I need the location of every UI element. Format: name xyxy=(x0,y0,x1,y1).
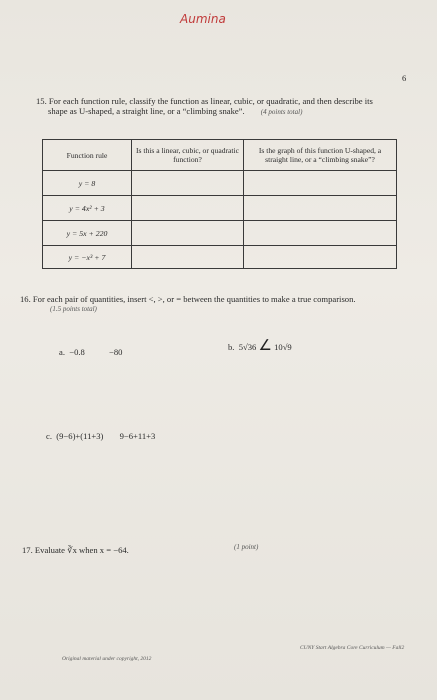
function-cell: y = 8 xyxy=(43,171,132,196)
footer-curriculum: CUNY Start Algebra Core Curriculum — Fall2 xyxy=(300,645,405,651)
footer-copyright: Original material under copyright, 2012 xyxy=(62,656,152,662)
table-row xyxy=(43,246,397,269)
q16-text: 16. For each pair of quantities, insert <, >, or = between the quantities to make a true comparison. xyxy=(20,294,356,304)
answer-cell-shape[interactable] xyxy=(244,221,397,246)
classification-table xyxy=(42,139,397,269)
q16-points: (1.5 points total) xyxy=(50,305,97,313)
header-function-rule: Function rule xyxy=(43,140,132,171)
answer-cell-shape[interactable] xyxy=(244,196,397,221)
answer-cell-type[interactable] xyxy=(132,246,244,269)
q15-text-line1: 15. For each function rule, classify the function as linear, cubic, or quadratic, and then describe its xyxy=(36,96,373,106)
function-cell: y = −x³ + 7 xyxy=(43,246,132,269)
function-cell: y = 4x² + 3 xyxy=(43,196,132,221)
q15-text-line2: shape as U-shaped, a straight line, or a “climbing snake”. (4 points total) xyxy=(48,106,303,116)
q17-points: (1 point) xyxy=(234,543,259,551)
q16-part-c: c. (9−6)+(11+3) 9−6+11+3 xyxy=(46,431,156,441)
q17-text: 17. Evaluate ∛x when x = −64. xyxy=(22,545,129,555)
table-row xyxy=(43,171,397,196)
answer-cell-type[interactable] xyxy=(132,196,244,221)
table-header-row xyxy=(43,140,397,171)
answer-cell-shape[interactable] xyxy=(244,171,397,196)
page-number: 6 xyxy=(402,73,407,83)
answer-cell-type[interactable] xyxy=(132,221,244,246)
q15-points: (4 points total) xyxy=(260,108,303,116)
q16-part-a: a. −0.8 −80 xyxy=(59,347,123,357)
q16-part-b: b. 5√36 ∠ 10√9 xyxy=(228,336,292,354)
answer-cell-shape[interactable] xyxy=(244,246,397,269)
header-shape: Is the graph of this function U-shaped, a straight line, or a “climbing snake”? xyxy=(244,140,397,171)
handwritten-answer-mark: ∠ xyxy=(258,336,272,354)
header-linear-cubic-quadratic: Is this a linear, cubic, or quadratic function? xyxy=(132,140,244,171)
answer-cell-type[interactable] xyxy=(132,171,244,196)
table-row xyxy=(43,196,397,221)
handwritten-name: Aumina xyxy=(180,12,226,26)
table-row xyxy=(43,221,397,246)
function-cell: y = 5x + 220 xyxy=(43,221,132,246)
